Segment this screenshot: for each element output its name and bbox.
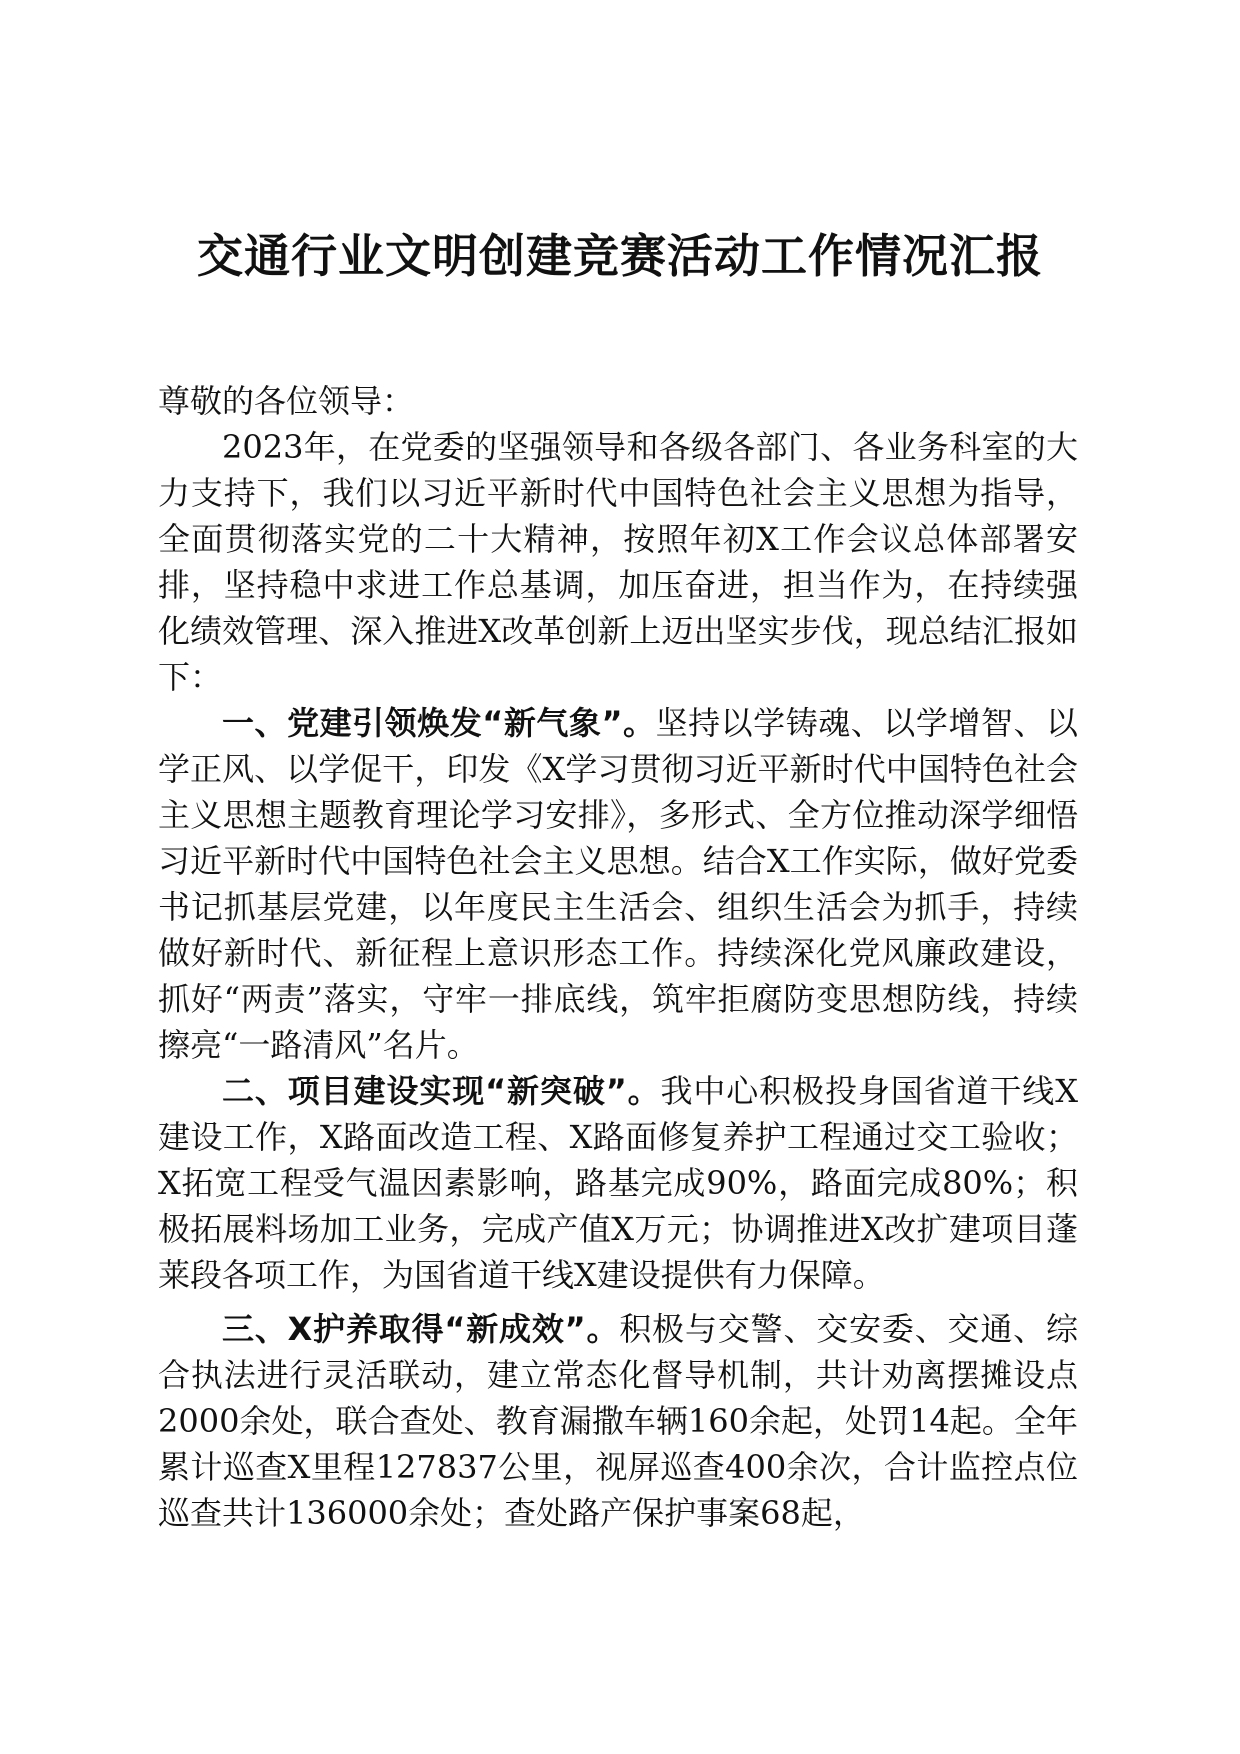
section-3-heading: 三、X护养取得“新成效”。: [222, 1310, 620, 1348]
greeting: 尊敬的各位领导：: [158, 382, 415, 420]
section-2-text: 我中心积极投身国省道干线X建设工作，X路面改造工程、X路面修复养护工程通过交工验收；X拓宽工程受气温因素影响，路基完成90%，路面完成80%；积极拓展料场加工业务，完成产值X万元；协调推进X改扩建项目蓬莱段各项工作，为国省道干线X建设提供有力保障。: [158, 1072, 1078, 1294]
document-title: 交通行业文明创建竞赛活动工作情况汇报: [197, 229, 1043, 283]
section-2-paragraph: [158, 1068, 1078, 1298]
section-1-paragraph: [158, 700, 1078, 1068]
intro-paragraph: 2023年，在党委的坚强领导和各级各部门、各业务科室的大力支持下，我们以习近平新时代中国特色社会主义思想为指导，全面贯彻落实党的二十大精神，按照年初X工作会议总体部署安排，坚持稳中求进工作总基调，加压奋进，担当作为，在持续强化绩效管理、深入推进X改革创新上迈出坚实步伐，现总结汇报如下：: [158, 428, 1078, 696]
document-body: [158, 378, 1078, 1536]
section-3-text: 积极与交警、交安委、交通、综合执法进行灵活联动，建立常态化督导机制，共计劝离摆摊设点2000余处，联合查处、教育漏撒车辆160余起，处罚14起。全年累计巡查X里程127837公里，视屏巡查400余次，合计监控点位巡查共计136000余处；查处路产保护事案68起，: [158, 1310, 1078, 1532]
section-1-text: 坚持以学铸魂、以学增智、以学正风、以学促干，印发《X学习贯彻习近平新时代中国特色社会主义思想主题教育理论学习安排》，多形式、全方位推动深学细悟习近平新时代中国特色社会主义思想。结合X工作实际，做好党委书记抓基层党建，以年度民主生活会、组织生活会为抓手，持续做好新时代、新征程上意识形态工作。持续深化党风廉政建设，抓好“两责”落实，守牢一排底线，筑牢拒腐防变思想防线，持续擦亮“一路清风”名片。: [158, 704, 1078, 1064]
section-2-heading: 二、项目建设实现“新突破”。: [222, 1072, 661, 1110]
section-3-paragraph: [158, 1306, 1078, 1536]
section-1-heading: 一、党建引领焕发“新气象”。: [222, 704, 656, 742]
